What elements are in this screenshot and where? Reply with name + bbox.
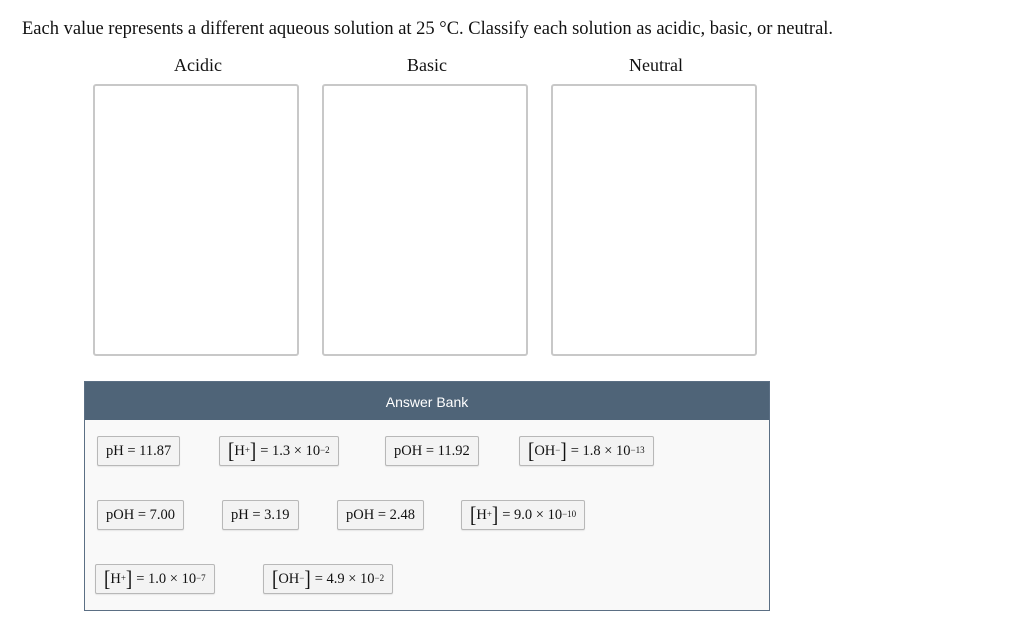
answer-tile[interactable] <box>385 436 479 466</box>
answer-tile[interactable]: [ OH − ] = 4.9 × 10 $^{-2}$ <box>263 564 393 594</box>
answer-tile[interactable]: [ H + ] = 1.0 × 10 $^{-7}$ <box>95 564 215 594</box>
tile-text: pOH = 11.92 <box>394 442 470 459</box>
drop-zone-neutral[interactable] <box>551 84 757 356</box>
question-prompt: Each value represents a different aqueous solution at 25 °C. Classify each solution as acidic, basic, or neutral. <box>22 19 834 39</box>
answer-tile[interactable] <box>97 436 180 466</box>
tile-text: pH = 11.87 <box>106 442 172 459</box>
answer-tile[interactable]: [ OH − ] = 1.8 × 10 $^{-13}$ <box>519 436 654 466</box>
answer-tile[interactable]: [ H + ] = 9.0 × 10 $^{-10}$ <box>461 500 585 530</box>
drop-zone-basic[interactable] <box>322 84 528 356</box>
answer-tile[interactable]: [ H + ] = 1.3 × 10 $^{-2}$ <box>219 436 339 466</box>
answer-bank <box>84 381 770 611</box>
answer-bank-header: Answer Bank <box>85 382 769 420</box>
bin-label-acidic: Acidic <box>174 55 222 75</box>
bin-label-basic: Basic <box>407 55 447 75</box>
tile-text: pOH = 2.48 <box>346 506 415 523</box>
tile-text: pOH = 7.00 <box>106 506 175 523</box>
answer-tile[interactable] <box>222 500 299 530</box>
drop-zone-acidic[interactable] <box>93 84 299 356</box>
answer-tile[interactable] <box>97 500 184 530</box>
bin-label-neutral: Neutral <box>629 55 683 75</box>
tile-text: pH = 3.19 <box>231 506 290 523</box>
answer-tile[interactable] <box>337 500 424 530</box>
